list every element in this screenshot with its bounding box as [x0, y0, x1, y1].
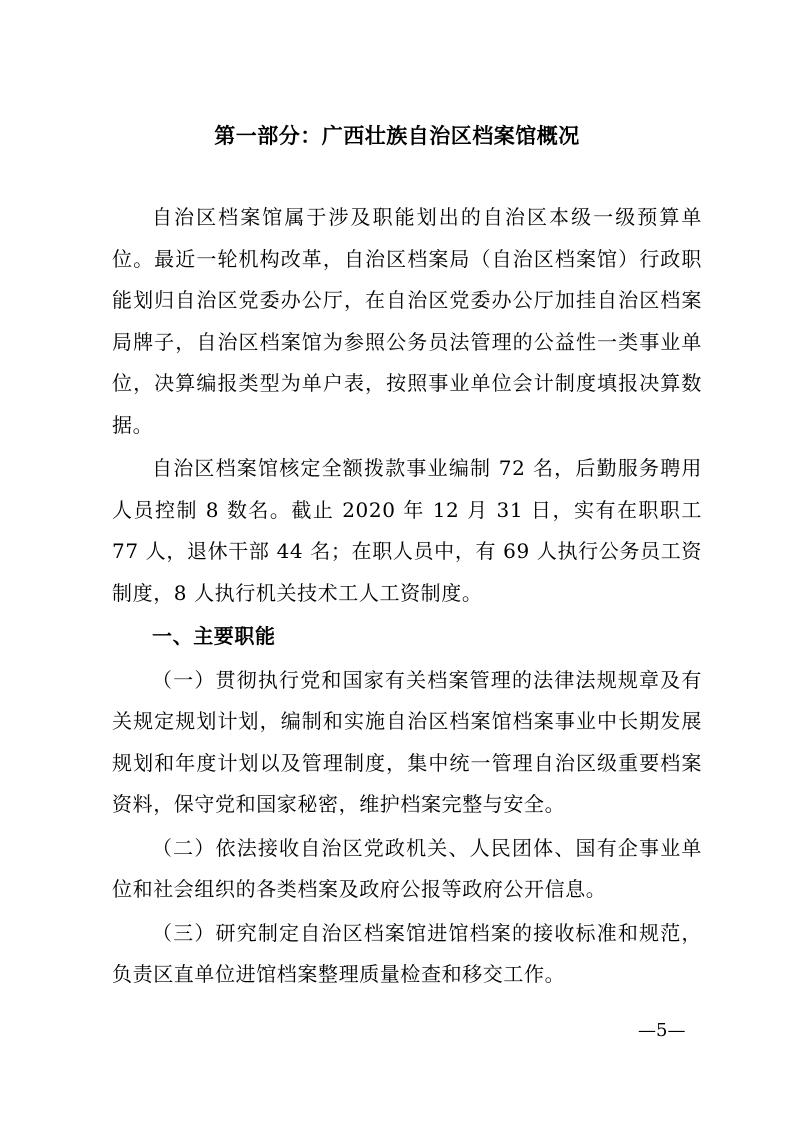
document-body: [112, 197, 702, 996]
function-item-1: （一）贯彻执行党和国家有关档案管理的法律法规规章及有关规定规划计划，编制和实施自治区档案馆档案事业中长期发展规划和年度计划以及管理制度，集中统一管理自治区级重要档案资料，保守党和国家秘密，维护档案完整与安全。: [112, 667, 702, 816]
section-heading-functions: 一、主要职能: [152, 624, 276, 648]
page-title: 第一部分：广西壮族自治区档案馆概况: [214, 124, 580, 148]
function-item-2: （二）依法接收自治区党政机关、人民团体、国有企事业单位和社会组织的各类档案及政府公报等政府公开信息。: [112, 835, 702, 901]
paragraph-overview: 自治区档案馆属于涉及职能划出的自治区本级一级预算单位。最近一轮机构改革，自治区档案局（自治区档案馆）行政职能划归自治区党委办公厅，在自治区党委办公厅加挂自治区档案局牌子，自治区档案馆为参照公务员法管理的公益性一类事业单位，决算编报类型为单户表，按照事业单位会计制度填报决算数据。: [112, 205, 702, 437]
paragraph-staffing: 自治区档案馆核定全额拨款事业编制 72 名，后勤服务聘用人员控制 8 数名。截止 2020 年 12 月 31 日，实有在职职工 77 人，退休干部 44 名；在职人员中，有 69 人执行公务员工资制度，8 人执行机关技术工人工资制度。: [112, 456, 702, 605]
function-item-3: （三）研究制定自治区档案馆进馆档案的接收标准和规范，负责区直单位进馆档案整理质量检查和移交工作。: [112, 920, 702, 986]
page-number: —5—: [638, 1020, 686, 1041]
